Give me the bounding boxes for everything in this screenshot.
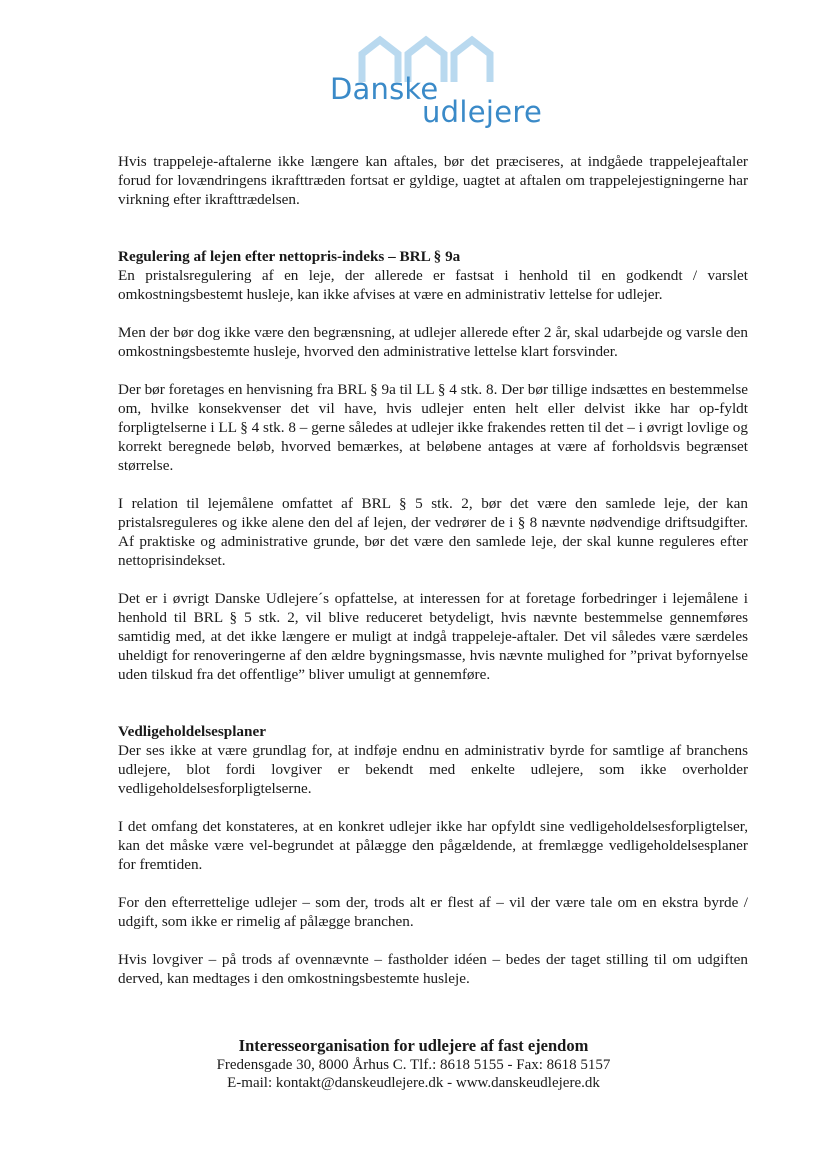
footer <box>0 1036 827 1092</box>
paragraph: Det er i øvrigt Danske Udlejere´s opfattelse, at interessen for at foretage forbedringer i lejemålene i henhold til BRL § 5 stk. 2, vil blive reduceret betydeligt, hvis nævnte bestemmelse gennemføres samtidig med, at det ikke længere er muligt at indgå trappeleje-aftaler. Det vil således være særdeles uheldigt for renoveringerne af den ældre bygningsmasse, hvis nævnte mulighed for ”privat byfornyelse uden tilskud fra det offentlige” bliver umuligt at gennemføre. <box>118 590 748 683</box>
paragraph: I relation til lejemålene omfattet af BRL § 5 stk. 2, bør det være den samlede leje, der kan pristalsreguleres og ikke alene den del af lejen, der vedrører de i § 8 nævnte nødvendige driftsudgifter. Af praktiske og administrative grunde, bør det være den samlede leje, der skal kunne reguleres efter nettoprisindekset. <box>118 495 748 569</box>
logo <box>330 34 560 134</box>
section-heading-vedligeholdelse: Vedligeholdelsesplaner <box>118 723 266 740</box>
footer-org-name: Interesseorganisation for udlejere af fast ejendom <box>238 1036 589 1055</box>
paragraph: Der ses ikke at være grundlag for, at indføje endnu en administrativ byrde for samtlige af branchens udlejere, blot fordi lovgiver er bekendt med enkelte udlejere, som ikke overholder vedligeholdelsesforpligtelserne. <box>118 742 748 797</box>
logo-word-udlejere: udlejere <box>422 95 543 129</box>
letter-body <box>118 152 748 1007</box>
paragraph: I det omfang det konstateres, at en konkret udlejer ikke har opfyldt sine vedligeholdelsesforpligtelser, kan det måske være vel-begrundet at pålægge den pågældende, at fremlægge vedligeholdelsesplaner for fremtiden. <box>118 818 748 873</box>
paragraph: En pristalsregulering af en leje, der allerede er fastsat i henhold til en godkendt / varslet omkostningsbestemt husleje, kan ikke afvises at være en administrativ lettelse for udlejer. <box>118 267 748 303</box>
footer-address: Fredensgade 30, 8000 Århus C. Tlf.: 8618 5155 - Fax: 8618 5157 <box>216 1057 611 1073</box>
paragraph: For den efterrettelige udlejer – som der, trods alt er flest af – vil der være tale om en ekstra byrde / udgift, som ikke er rimelig af pålægge branchen. <box>118 894 748 930</box>
section-heading-nettopris: Regulering af lejen efter nettopris-indeks – BRL § 9a <box>118 248 461 265</box>
footer-contact: E-mail: kontakt@danskeudlejere.dk - www.danskeudlejere.dk <box>227 1075 600 1091</box>
intro-paragraph: Hvis trappeleje-aftalerne ikke længere kan aftales, bør det præciseres, at indgåede trappelejeaftaler forud for lovændringens ikrafttræden fortsat er gyldige, uagtet at aftalen om trappelejestigningerne har virkning efter ikrafttrædelsen. <box>118 153 748 208</box>
paragraph: Der bør foretages en henvisning fra BRL § 9a til LL § 4 stk. 8. Der bør tillige indsættes en bestemmelse om, hvilke konsekvenser det vil have, hvis udlejer enten helt eller delvist ikke har op-fyldt forpligtelserne i LL § 4 stk. 8 – gerne således at udlejer ikke frakendes retten til det – i øvrigt lovlige og korrekt beregnede beløb, hvorved bemærkes, at beløbene antages at være af forholdsvis begrænset størrelse. <box>118 381 748 474</box>
paragraph: Hvis lovgiver – på trods af ovennævnte – fastholder idéen – bedes der taget stilling til om udgiften derved, kan medtages i den omkostningsbestemte husleje. <box>118 951 748 987</box>
paragraph: Men der bør dog ikke være den begrænsning, at udlejer allerede efter 2 år, skal udarbejde og varsle den omkostningsbestemte husleje, hvorved den administrative lettelse klart forsvinder. <box>118 324 748 360</box>
logo-word-danske: Danske <box>330 72 439 106</box>
